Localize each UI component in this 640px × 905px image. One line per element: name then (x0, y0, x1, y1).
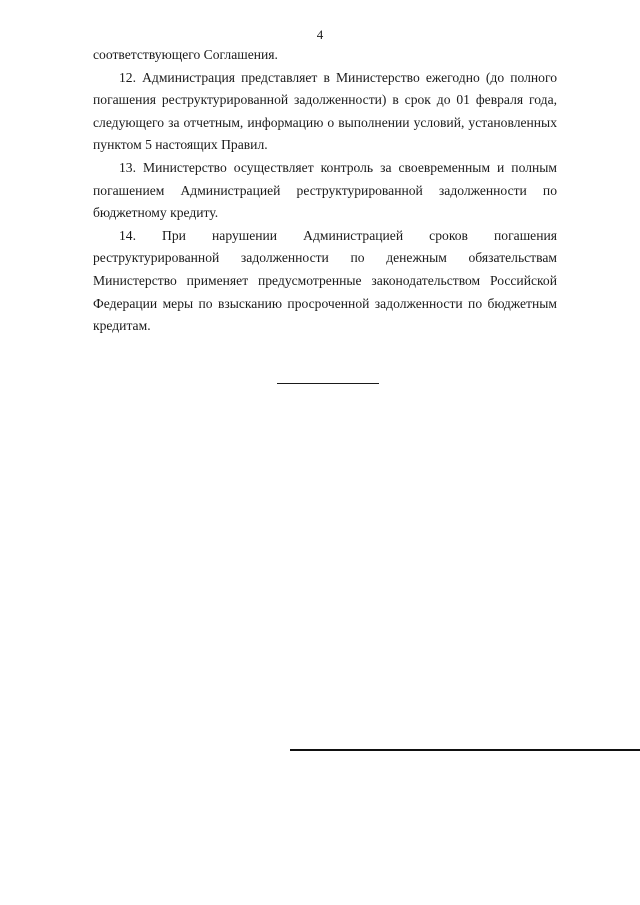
paragraph-item-13: 13. Министерство осуществляет контроль за своевременным и полным погашением Администрацией реструктурированной задолженности по бюджетному кредиту. (93, 159, 557, 221)
paragraph-item-12: 12. Администрация представляет в Министерство ежегодно (до полного погашения реструктурированной задолженности) в срок до 01 февраля года, следующего за отчетным, информацию о выполнении условий, установленных пунктом 5 настоящих Правил. (93, 69, 557, 153)
footer-rule (290, 749, 640, 751)
paragraph-continuation: соответствующего Соглашения. (93, 47, 278, 62)
document-body (93, 44, 557, 338)
page-number: 4 (316, 27, 324, 42)
end-of-text-divider (277, 383, 379, 384)
paragraph-item-14: 14. При нарушении Администрацией сроков погашения реструктурированной задолженности по денежным обязательствам Министерство применяет предусмотренные законодательством Российской Федерации меры по взысканию просроченной задолженности по бюджетным кредитам. (93, 227, 557, 334)
